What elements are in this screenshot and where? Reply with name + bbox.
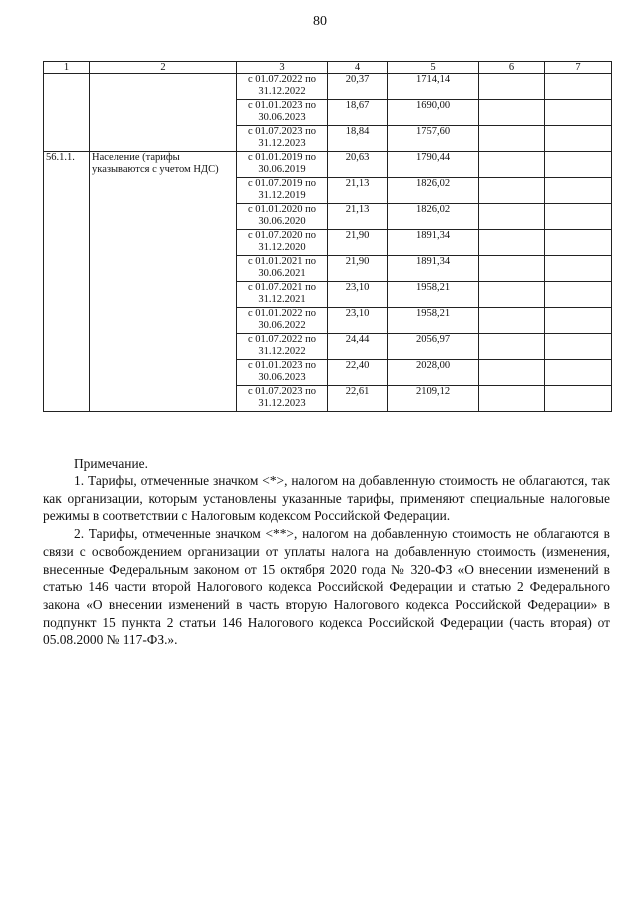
value-col6 bbox=[479, 152, 545, 178]
value-col5: 1757,60 bbox=[388, 126, 479, 152]
period-cell: с 01.07.2019 по 31.12.2019 bbox=[237, 178, 328, 204]
value-col4: 21,90 bbox=[328, 230, 388, 256]
table-row bbox=[44, 152, 612, 178]
item-code bbox=[44, 74, 90, 152]
value-col5: 2056,97 bbox=[388, 334, 479, 360]
value-col4: 23,10 bbox=[328, 282, 388, 308]
column-header: 5 bbox=[388, 62, 479, 74]
value-col6 bbox=[479, 256, 545, 282]
value-col6 bbox=[479, 334, 545, 360]
value-col7 bbox=[545, 360, 612, 386]
value-col5: 1826,02 bbox=[388, 178, 479, 204]
note-item: 1. Тарифы, отмеченные значком <*>, налогом на добавленную стоимость не облагаются, так как организации, которым установлены указанные тарифы, применяют специальные налоговые режимы в соответствии с Налоговым кодексом Российской Федерации. bbox=[43, 473, 610, 524]
table-row bbox=[44, 74, 612, 100]
value-col4: 21,90 bbox=[328, 256, 388, 282]
value-col5: 1790,44 bbox=[388, 152, 479, 178]
value-col4: 21,13 bbox=[328, 178, 388, 204]
value-col4: 24,44 bbox=[328, 334, 388, 360]
value-col5: 1690,00 bbox=[388, 100, 479, 126]
note-item: 2. Тарифы, отмеченные значком <**>, налогом на добавленную стоимость не облагаются в связи с освобождением организации от уплаты налога на добавленную стоимость (изменения, внесенные Федеральным законом от 15 октября 2020 года № 320-ФЗ «О внесении изменений в статью 146 части второй Налогового кодекса Российской Федерации и статью 2 Федерального закона «О внесении изменений в часть вторую Налогового кодекса Российской Федерации» в подпункт 15 пункта 2 статьи 146 Налогового кодекса Российской Федерации (часть вторая) от 05.08.2000 № 117-ФЗ.». bbox=[43, 526, 610, 648]
value-col4: 22,61 bbox=[328, 386, 388, 412]
period-cell: с 01.01.2019 по 30.06.2019 bbox=[237, 152, 328, 178]
value-col6 bbox=[479, 100, 545, 126]
period-cell: с 01.01.2022 по 30.06.2022 bbox=[237, 308, 328, 334]
table-header-row bbox=[44, 62, 612, 74]
period-cell: с 01.01.2021 по 30.06.2021 bbox=[237, 256, 328, 282]
item-code: 56.1.1. bbox=[44, 152, 90, 412]
value-col5: 1714,14 bbox=[388, 74, 479, 100]
column-header: 3 bbox=[237, 62, 328, 74]
note-body bbox=[43, 472, 610, 649]
value-col6 bbox=[479, 178, 545, 204]
value-col4: 18,84 bbox=[328, 126, 388, 152]
value-col6 bbox=[479, 282, 545, 308]
page-number: 80 bbox=[313, 14, 327, 29]
value-col6 bbox=[479, 360, 545, 386]
value-col5: 1826,02 bbox=[388, 204, 479, 230]
value-col5: 1891,34 bbox=[388, 256, 479, 282]
value-col7 bbox=[545, 256, 612, 282]
value-col4: 18,67 bbox=[328, 100, 388, 126]
value-col6 bbox=[479, 308, 545, 334]
period-cell: с 01.07.2020 по 31.12.2020 bbox=[237, 230, 328, 256]
column-header: 2 bbox=[90, 62, 237, 74]
value-col6 bbox=[479, 74, 545, 100]
period-cell: с 01.07.2022 по 31.12.2022 bbox=[237, 334, 328, 360]
value-col5: 1891,34 bbox=[388, 230, 479, 256]
value-col6 bbox=[479, 126, 545, 152]
period-cell: с 01.01.2020 по 30.06.2020 bbox=[237, 204, 328, 230]
period-cell: с 01.01.2023 по 30.06.2023 bbox=[237, 360, 328, 386]
value-col4: 20,63 bbox=[328, 152, 388, 178]
value-col6 bbox=[479, 230, 545, 256]
note-title bbox=[43, 455, 610, 473]
value-col7 bbox=[545, 204, 612, 230]
value-col5: 2109,12 bbox=[388, 386, 479, 412]
value-col7 bbox=[545, 178, 612, 204]
value-col7 bbox=[545, 100, 612, 126]
column-header: 4 bbox=[328, 62, 388, 74]
table-body bbox=[44, 74, 612, 412]
period-cell: с 01.07.2023 по 31.12.2023 bbox=[237, 126, 328, 152]
value-col7 bbox=[545, 386, 612, 412]
value-col6 bbox=[479, 386, 545, 412]
value-col4: 21,13 bbox=[328, 204, 388, 230]
value-col4: 22,40 bbox=[328, 360, 388, 386]
period-cell: с 01.07.2022 по 31.12.2022 bbox=[237, 74, 328, 100]
value-col6 bbox=[479, 204, 545, 230]
period-cell: с 01.01.2023 по 30.06.2023 bbox=[237, 100, 328, 126]
value-col7 bbox=[545, 152, 612, 178]
note-title-text: Примечание. bbox=[74, 456, 148, 471]
value-col7 bbox=[545, 282, 612, 308]
value-col7 bbox=[545, 74, 612, 100]
value-col4: 20,37 bbox=[328, 74, 388, 100]
value-col5: 1958,21 bbox=[388, 308, 479, 334]
value-col7 bbox=[545, 334, 612, 360]
value-col7 bbox=[545, 308, 612, 334]
value-col4: 23,10 bbox=[328, 308, 388, 334]
item-name bbox=[90, 74, 237, 152]
value-col5: 1958,21 bbox=[388, 282, 479, 308]
value-col5: 2028,00 bbox=[388, 360, 479, 386]
period-cell: с 01.07.2021 по 31.12.2021 bbox=[237, 282, 328, 308]
column-header: 7 bbox=[545, 62, 612, 74]
item-name: Население (тарифы указываются с учетом НДС) bbox=[90, 152, 237, 412]
value-col7 bbox=[545, 126, 612, 152]
value-col7 bbox=[545, 230, 612, 256]
column-header: 1 bbox=[44, 62, 90, 74]
column-header: 6 bbox=[479, 62, 545, 74]
period-cell: с 01.07.2023 по 31.12.2023 bbox=[237, 386, 328, 412]
tariff-table bbox=[43, 61, 612, 412]
